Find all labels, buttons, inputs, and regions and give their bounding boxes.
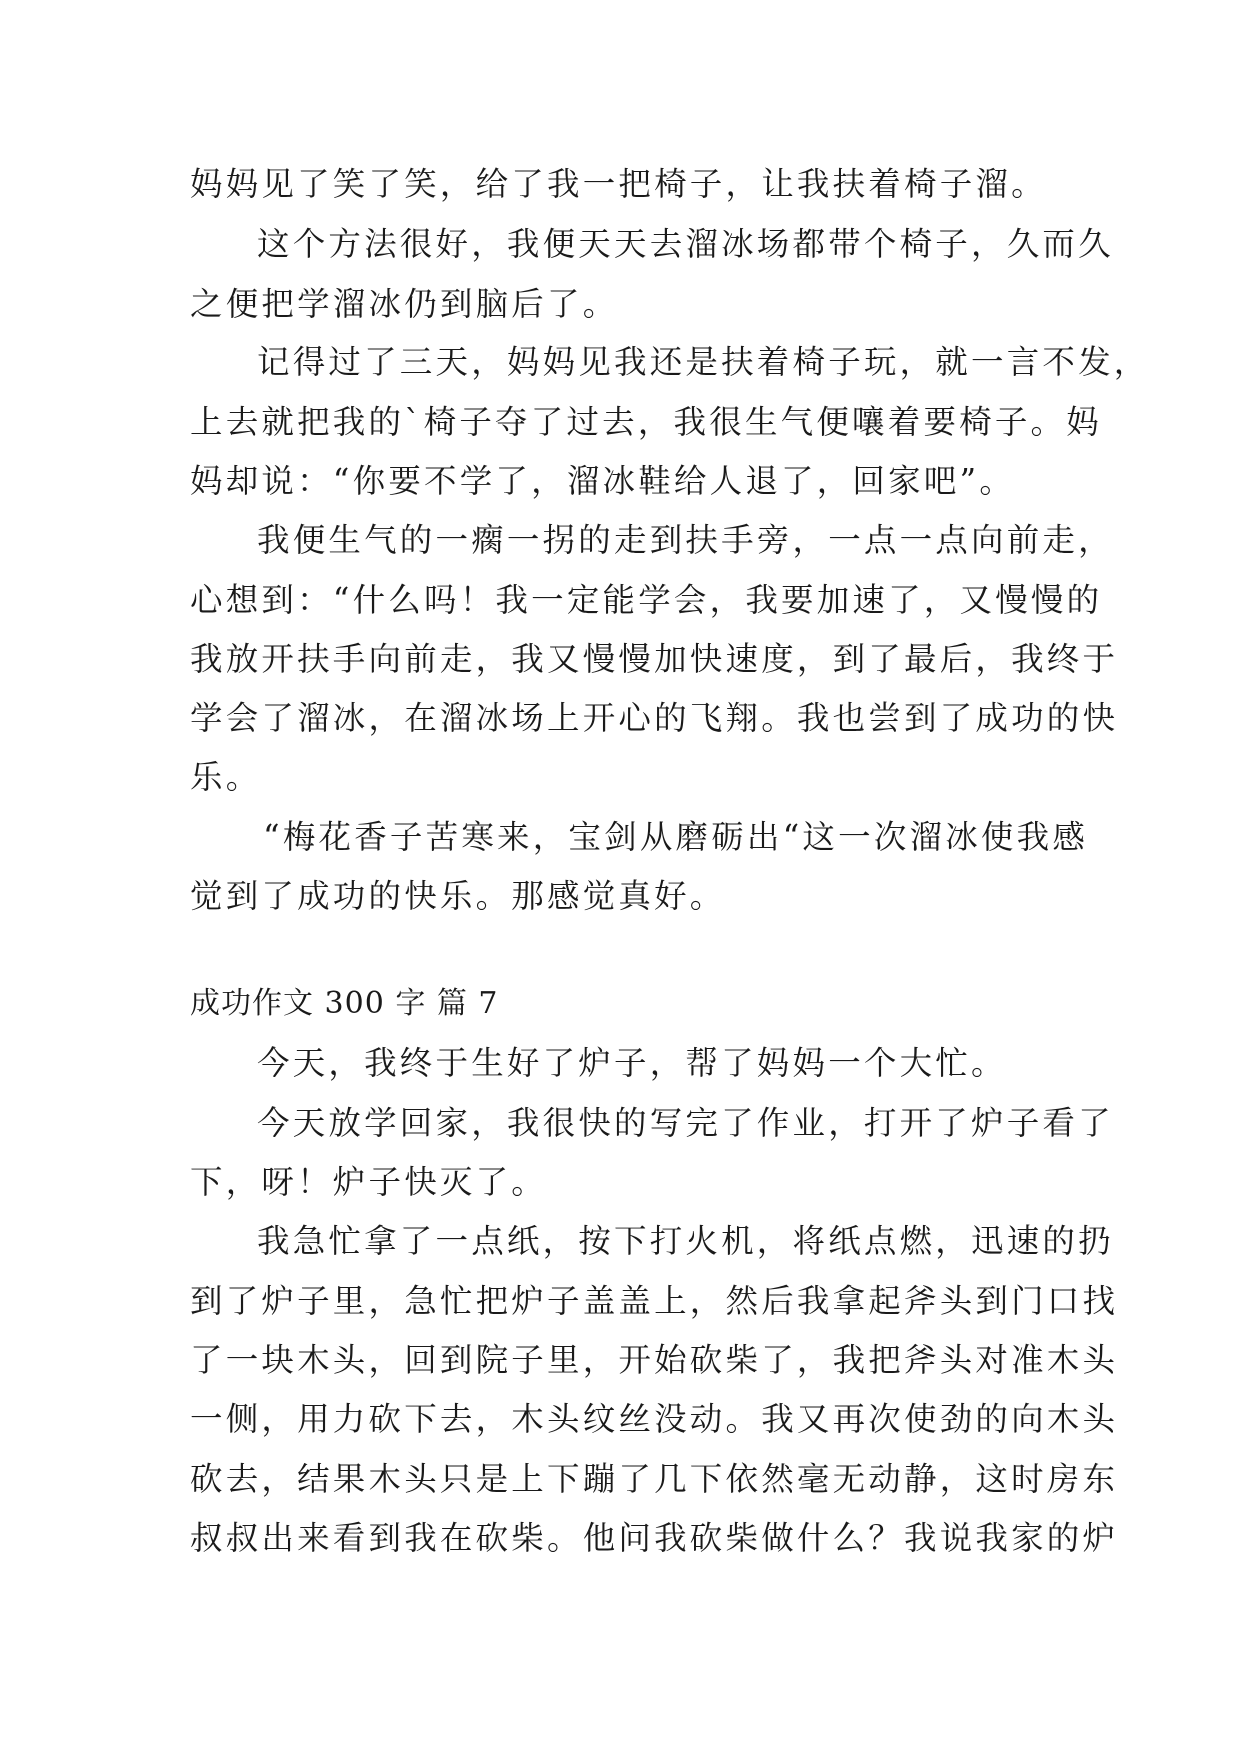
text-line: 今天，我终于生好了炉子，帮了妈妈一个大忙。	[257, 1044, 1007, 1082]
text-line: 叔叔出来看到我在砍柴。他问我砍柴做什么？我说我家的炉	[190, 1519, 1119, 1557]
section-title: 成功作文 300 字 篇 7	[190, 986, 499, 1021]
text-line: 乐。	[190, 758, 262, 796]
text-line: 下，呀！炉子快灭了。	[190, 1163, 548, 1201]
text-line: 妈却说：“你要不学了，溜冰鞋给人退了，回家吧”。	[190, 462, 1016, 500]
text-line: 上去就把我的`椅子夺了过去，我很生气便嚷着要椅子。妈	[190, 403, 1102, 441]
text-line: 妈妈见了笑了笑，给了我一把椅子，让我扶着椅子溜。	[190, 165, 1047, 203]
text-line: 心想到：“什么吗！我一定能学会，我要加速了，又慢慢的	[190, 581, 1103, 619]
text-line: 我放开扶手向前走，我又慢慢加快速度，到了最后，我终于	[190, 640, 1119, 678]
text-line: 到了炉子里，急忙把炉子盖盖上，然后我拿起斧头到门口找	[190, 1282, 1119, 1320]
text-line: 今天放学回家，我很快的写完了作业，打开了炉子看了	[257, 1104, 1114, 1142]
text-line: 之便把学溜冰仍到脑后了。	[190, 285, 619, 323]
text-line: 记得过了三天，妈妈见我还是扶着椅子玩，就一言不发，	[257, 343, 1150, 381]
text-line: 学会了溜冰，在溜冰场上开心的飞翔。我也尝到了成功的快	[190, 699, 1119, 737]
text-line: 这个方法很好，我便天天去溜冰场都带个椅子，久而久	[257, 225, 1114, 263]
text-line: 我急忙拿了一点纸，按下打火机，将纸点燃，迅速的扔	[257, 1222, 1114, 1260]
text-line: 觉到了成功的快乐。那感觉真好。	[190, 877, 726, 915]
text-line: 我便生气的一瘸一拐的走到扶手旁，一点一点向前走，	[257, 521, 1114, 559]
text-line: “梅花香子苦寒来，宝剑从磨砺出“这一次溜冰使我感	[263, 818, 1089, 856]
text-line: 了一块木头，回到院子里，开始砍柴了，我把斧头对准木头	[190, 1341, 1119, 1379]
text-line: 一侧，用力砍下去，木头纹丝没动。我又再次使劲的向木头	[190, 1400, 1119, 1438]
text-line: 砍去，结果木头只是上下蹦了几下依然毫无动静，这时房东	[190, 1460, 1119, 1498]
